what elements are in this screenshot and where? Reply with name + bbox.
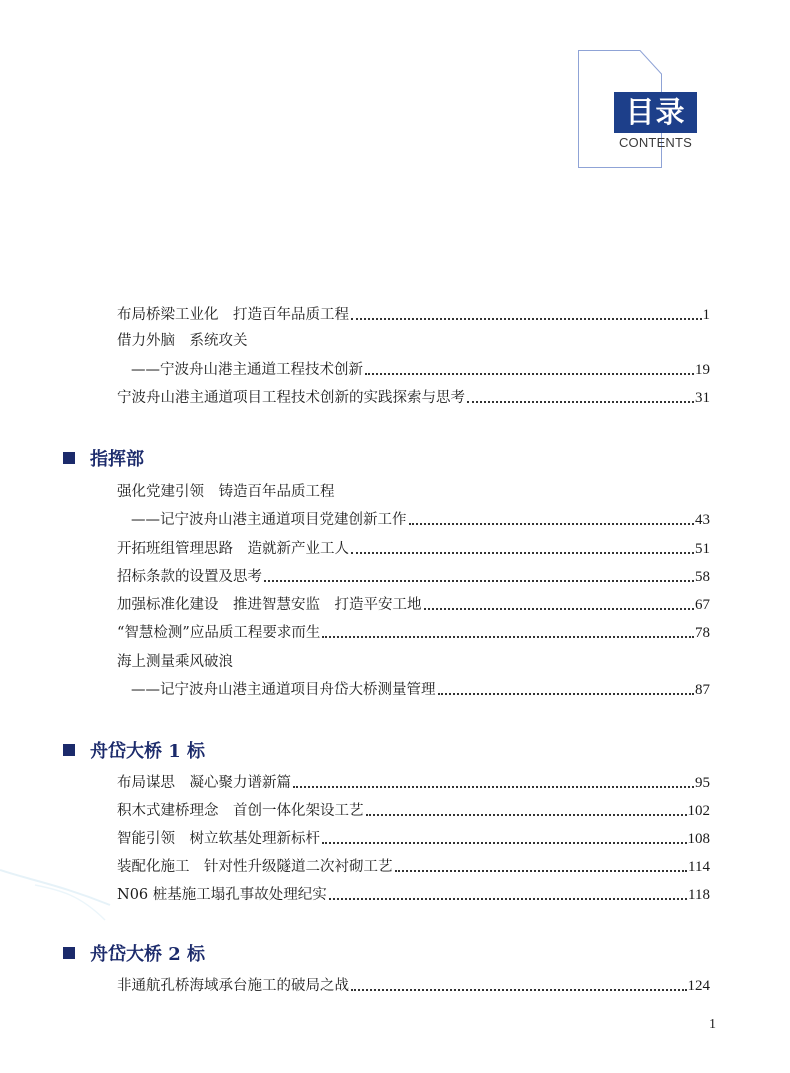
toc-entry[interactable] <box>117 651 710 673</box>
toc-entry-page: 31 <box>695 390 710 406</box>
dot-leader <box>322 842 687 844</box>
toc-entry-title: 加强标准化建设 推进智慧安监 打造平安工地 <box>117 597 422 613</box>
toc-entry-page: 51 <box>695 541 710 557</box>
dot-leader <box>395 870 688 872</box>
section-heading-label: 舟岱大桥 2 标 <box>90 944 206 965</box>
toc-entry[interactable] <box>117 828 710 850</box>
square-bullet-icon <box>63 452 75 464</box>
footer-page-number: 1 <box>709 1017 716 1032</box>
toc-entry-subtitle[interactable] <box>117 679 710 701</box>
toc-entry[interactable] <box>117 330 710 352</box>
dot-leader <box>329 898 687 900</box>
section-heading-bridge-lot-2[interactable] <box>63 940 205 966</box>
dot-leader <box>351 989 687 991</box>
toc-entry-page: 108 <box>687 831 710 847</box>
toc-entry-page: 67 <box>695 597 710 613</box>
toc-entry-title: 装配化施工 针对性升级隧道二次衬砌工艺 <box>117 859 393 875</box>
toc-entry[interactable] <box>117 481 710 503</box>
toc-entry-title: “智慧检测”应品质工程要求而生 <box>117 625 321 641</box>
dot-leader <box>424 608 695 610</box>
toc-entry-title: 宁波舟山港主通道项目工程技术创新的实践探索与思考 <box>117 390 465 406</box>
section-heading-label: 指挥部 <box>90 449 144 470</box>
toc-entry[interactable] <box>117 975 710 997</box>
toc-entry-title: ——记宁波舟山港主通道项目党建创新工作 <box>131 512 407 528</box>
section-heading-bridge-lot-1[interactable] <box>63 737 205 763</box>
toc-entry-title: 海上测量乘风破浪 <box>117 654 233 670</box>
toc-entry-subtitle[interactable] <box>117 359 710 381</box>
toc-entry-page: 87 <box>695 682 710 698</box>
toc-entry-page: 78 <box>695 625 710 641</box>
toc-entry-title: 借力外脑 系统攻关 <box>117 333 248 349</box>
bleed-through-artifact <box>0 860 120 940</box>
toc-entry-title: N06 桩基施工塌孔事故处理纪实 <box>117 887 327 903</box>
square-bullet-icon <box>63 947 75 959</box>
section-heading-label: 舟岱大桥 1 标 <box>90 741 206 762</box>
toc-entry[interactable] <box>117 566 710 588</box>
contents-title: 目录 <box>614 92 697 133</box>
toc-entry-page: 124 <box>687 978 710 994</box>
toc-entry[interactable] <box>117 772 710 794</box>
dot-leader <box>322 636 694 638</box>
toc-entry-title: 布局桥梁工业化 打造百年品质工程 <box>117 307 349 323</box>
toc-entry-page: 1 <box>702 307 710 323</box>
toc-entry-title: ——宁波舟山港主通道工程技术创新 <box>131 362 363 378</box>
toc-entry[interactable] <box>117 856 710 878</box>
toc-entry-title: 布局谋思 凝心聚力谱新篇 <box>117 775 291 791</box>
toc-entry-page: 102 <box>687 803 710 819</box>
toc-entry[interactable] <box>117 622 710 644</box>
dot-leader <box>366 814 687 816</box>
toc-entry-page: 118 <box>688 887 710 903</box>
toc-entry-title: 强化党建引领 铸造百年品质工程 <box>117 484 335 500</box>
dot-leader <box>409 523 695 525</box>
toc-entry-page: 114 <box>688 859 710 875</box>
toc-entry-page: 58 <box>695 569 710 585</box>
dot-leader <box>351 318 702 320</box>
square-bullet-icon <box>63 744 75 756</box>
dot-leader <box>467 401 694 403</box>
toc-entry-page: 95 <box>695 775 710 791</box>
toc-entry-title: ——记宁波舟山港主通道项目舟岱大桥测量管理 <box>131 682 436 698</box>
toc-entry-page: 19 <box>695 362 710 378</box>
toc-entry[interactable] <box>117 304 710 326</box>
toc-entry[interactable] <box>117 387 710 409</box>
dot-leader <box>264 580 694 582</box>
section-heading-headquarters[interactable] <box>63 445 144 471</box>
toc-entry[interactable] <box>117 884 710 906</box>
toc-entry-page: 43 <box>695 512 710 528</box>
contents-subtitle: CONTENTS <box>618 135 693 150</box>
toc-entry[interactable] <box>117 800 710 822</box>
toc-entry[interactable] <box>117 594 710 616</box>
toc-entry-title: 积木式建桥理念 首创一体化架设工艺 <box>117 803 364 819</box>
dot-leader <box>351 552 694 554</box>
toc-entry-title: 智能引领 树立软基处理新标杆 <box>117 831 320 847</box>
dot-leader <box>293 786 694 788</box>
toc-entry-subtitle[interactable] <box>117 509 710 531</box>
dot-leader <box>365 373 694 375</box>
toc-entry-title: 开拓班组管理思路 造就新产业工人 <box>117 541 349 557</box>
toc-entry-title: 非通航孔桥海域承台施工的破局之战 <box>117 978 349 994</box>
toc-entry[interactable] <box>117 538 710 560</box>
dot-leader <box>438 693 695 695</box>
toc-entry-title: 招标条款的设置及思考 <box>117 569 262 585</box>
